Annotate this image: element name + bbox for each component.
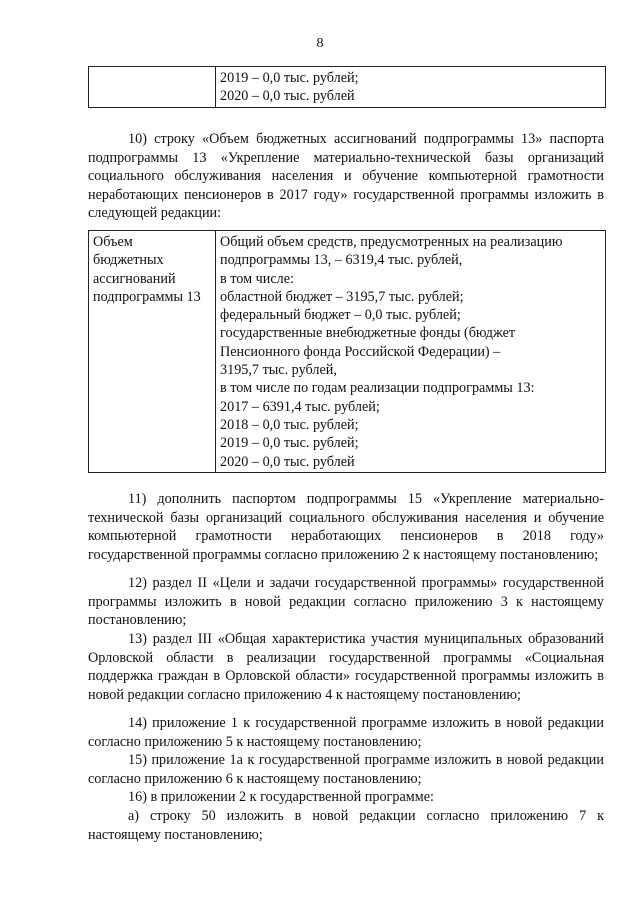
value-line: государственные внебюджетные фонды (бюджет [220,325,516,342]
value-line: 2018 – 0,0 тыс. рублей; [220,416,359,433]
budget-label-cell [89,231,216,473]
paragraph-text: 13) раздел III «Общая характеристика участия муниципальных образований Орловской области в реализации государственной программы «Социальная поддержка граждан в Орловской области» государственной программы изложить в новой редакции согласно приложению 4 к настоящему постановлению; [88,631,604,703]
paragraph-16 [88,788,604,807]
table-line: 2020 – 0,0 тыс. рублей [220,88,355,105]
table-line: 2019 – 0,0 тыс. рублей; [220,70,359,86]
paragraph-14 [88,714,604,751]
paragraph-15 [88,751,604,788]
value-line: в том числе: [220,270,294,287]
value-line: Общий объем средств, предусмотренных на реализацию [220,234,563,250]
label-line: ассигнований [93,270,176,287]
label-line: подпрограммы 13 [93,288,201,305]
value-line: 2019 – 0,0 тыс. рублей; [220,435,359,452]
continuation-table [88,66,606,108]
page-number: 8 [316,36,324,51]
paragraph-12 [88,574,604,630]
budget-value-cell [216,231,606,473]
value-line: областной бюджет – 3195,7 тыс. рублей; [220,288,464,305]
paragraph-11 [88,490,604,564]
paragraph-text: 14) приложение 1 к государственной программе изложить в новой редакции согласно приложению 5 к настоящему постановлению; [88,715,604,750]
paragraph-text: а) строку 50 изложить в новой редакции согласно приложению 7 к настоящему постановлению; [88,808,604,843]
paragraph-text: 11) дополнить паспортом подпрограммы 15 «Укрепление материально-технической базы организаций социального обслуживания населения и обучение компьютерной грамотности неработающих пенсионеров в 2018 году» государственной программы согласно приложению 2 к настоящему постановлению; [88,491,604,563]
label-line: Объем [93,234,133,250]
value-line: федеральный бюджет – 0,0 тыс. рублей; [220,307,461,324]
paragraph-text: 15) приложение 1а к государственной программе изложить в новой редакции согласно приложению 6 к настоящему постановлению; [88,752,604,787]
paragraph-16a [88,807,604,844]
paragraph-text: 10) строку «Объем бюджетных ассигнований подпрограммы 13» паспорта подпрограммы 13 «Укрепление материально-технической базы организаций социального обслуживания населения и обучение компьютерной грамотности неработающих пенсионеров в 2017 году» государственной программы изложить в следующей редакции: [88,131,604,222]
value-line: 2020 – 0,0 тыс. рублей [220,453,355,470]
paragraph-10 [88,130,604,223]
paragraph-13 [88,630,604,704]
continuation-cell [216,67,606,108]
paragraph-text: 12) раздел II «Цели и задачи государственной программы» государственной программы изложить в новой редакции согласно приложению 3 к настоящему постановлению; [88,575,604,629]
value-line: в том числе по годам реализации подпрограммы 13: [220,380,535,397]
paragraph-text: 16) в приложении 2 к государственной программе: [128,789,434,805]
budget-table [88,230,606,473]
empty-cell [89,67,216,108]
value-line: 2017 – 6391,4 тыс. рублей; [220,398,380,415]
value-line: Пенсионного фонда Российской Федерации) – [220,343,501,360]
value-line: 3195,7 тыс. рублей, [220,362,337,379]
label-line: бюджетных [93,252,164,269]
value-line: подпрограммы 13, – 6319,4 тыс. рублей, [220,252,463,269]
